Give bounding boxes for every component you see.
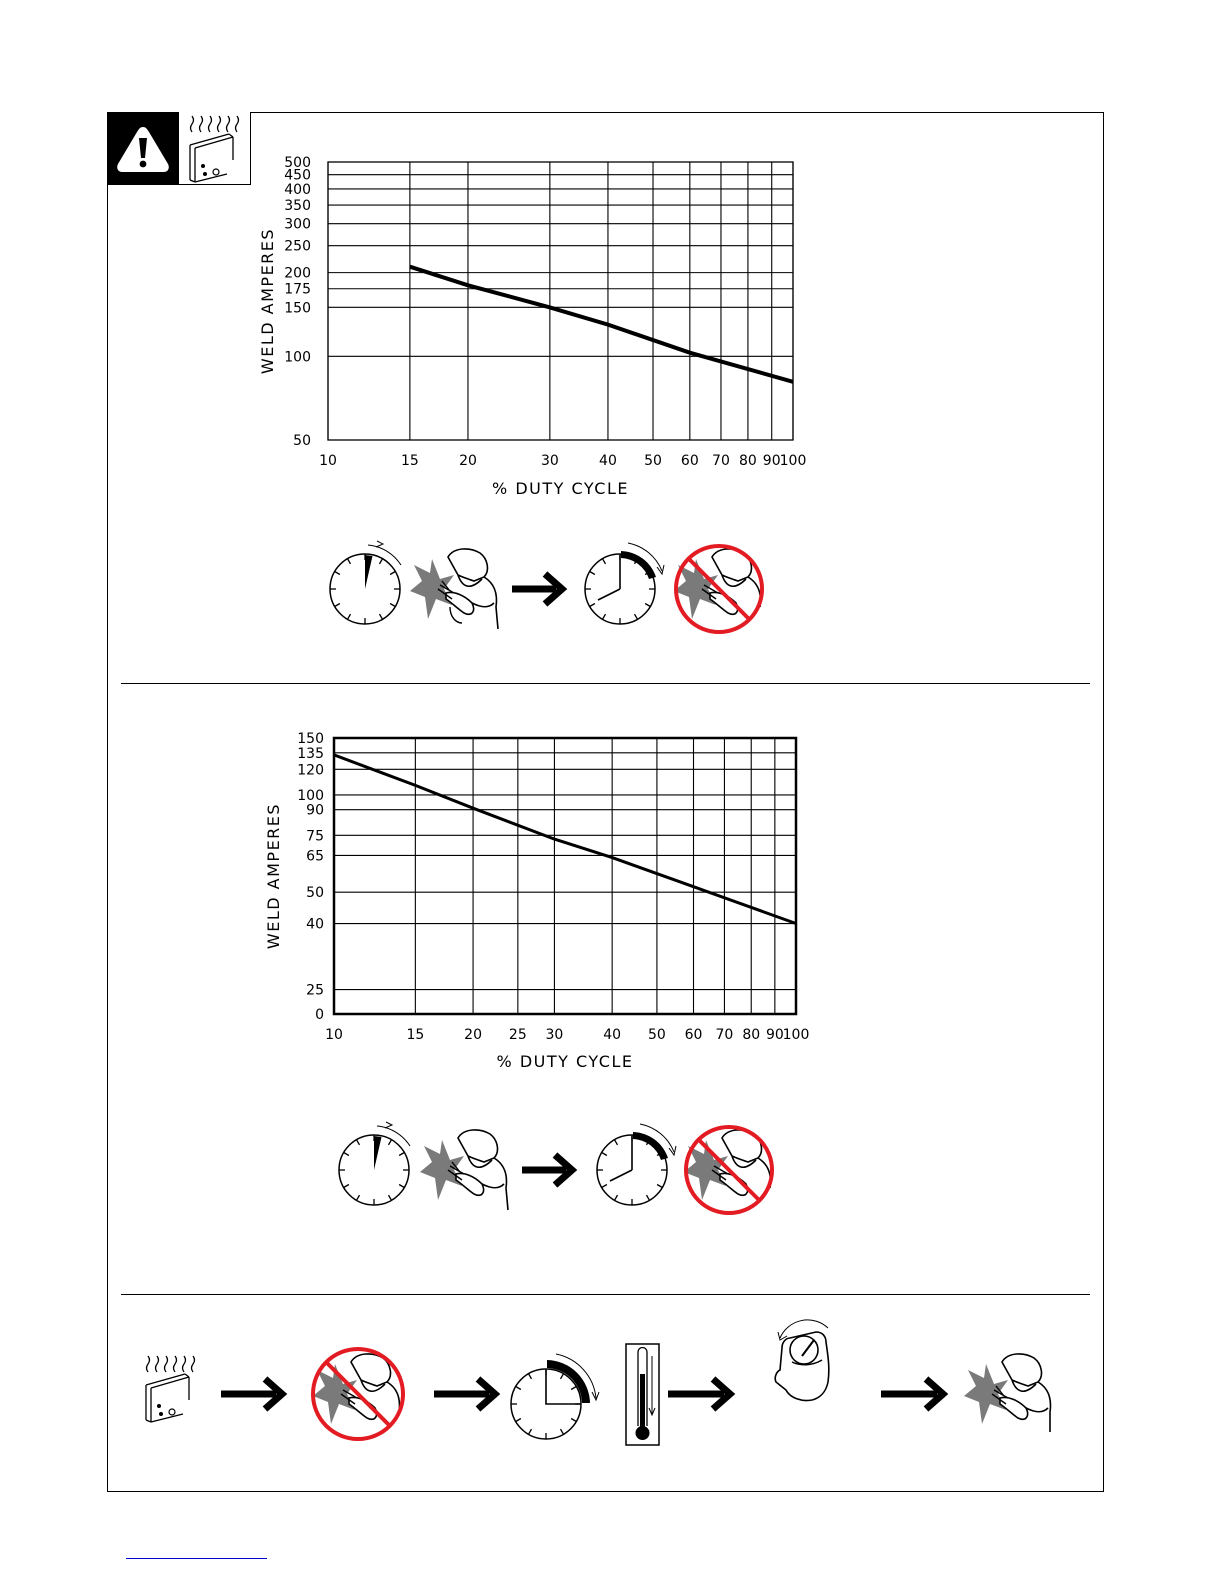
reduce-output-knob-icon xyxy=(775,1320,829,1401)
y-tick-label: 40 xyxy=(306,916,324,933)
x-tick-label: 40 xyxy=(599,453,617,469)
y-tick-label: 90 xyxy=(306,802,324,819)
right-arrow-icon xyxy=(221,1379,282,1409)
x-tick-label: 20 xyxy=(464,1027,482,1043)
right-arrow-icon xyxy=(434,1379,495,1409)
y-tick-label: 150 xyxy=(297,731,324,747)
y-tick-label: 500 xyxy=(284,155,311,171)
no-welding-icon xyxy=(313,1349,403,1439)
y-tick-label: 100 xyxy=(284,349,311,366)
right-arrow-icon xyxy=(668,1379,730,1409)
x-tick-label: 15 xyxy=(400,453,419,469)
y-tick-label: 100 xyxy=(297,787,324,804)
y-tick-label: 450 xyxy=(284,167,311,184)
chart-1-x-label: % DUTY CYCLE xyxy=(492,479,629,498)
x-tick-label: 10 xyxy=(319,453,337,469)
y-tick-label: 25 xyxy=(306,982,324,999)
x-tick-label: 30 xyxy=(540,453,559,469)
x-tick-label: 40 xyxy=(603,1027,622,1043)
x-tick-label: 15 xyxy=(406,1027,425,1043)
x-tick-label: 80 xyxy=(742,1027,761,1043)
y-tick-label: 0 xyxy=(315,1007,324,1023)
x-tick-label: 100 xyxy=(779,453,807,469)
x-tick-label: 70 xyxy=(715,1027,734,1043)
y-tick-label: 120 xyxy=(297,762,324,779)
x-tick-label: 25 xyxy=(508,1027,527,1043)
x-tick-label: 90 xyxy=(765,1027,784,1043)
footer-link-rule xyxy=(126,1558,267,1559)
y-tick-label: 400 xyxy=(284,181,311,198)
x-tick-label: 80 xyxy=(739,453,757,469)
x-tick-label: 20 xyxy=(459,453,477,469)
x-tick-label: 60 xyxy=(680,453,699,469)
y-tick-label: 135 xyxy=(297,745,324,762)
x-tick-label: 50 xyxy=(644,453,662,469)
x-tick-label: 10 xyxy=(325,1027,343,1043)
chart-2-x-label: % DUTY CYCLE xyxy=(496,1052,634,1071)
chart-2-y-label: WELD AMPERES xyxy=(264,802,283,950)
x-tick-label: 90 xyxy=(762,453,781,469)
y-tick-label: 50 xyxy=(293,433,311,449)
x-tick-label: 60 xyxy=(684,1027,703,1043)
x-tick-label: 100 xyxy=(782,1027,810,1043)
duty-timer-icon xyxy=(511,1354,599,1439)
y-tick-label: 250 xyxy=(284,238,311,255)
x-tick-label: 50 xyxy=(648,1027,666,1043)
chart-1-y-label: WELD AMPERES xyxy=(258,227,277,375)
x-tick-label: 30 xyxy=(545,1027,564,1043)
welder-icon xyxy=(964,1354,1051,1432)
y-tick-label: 150 xyxy=(284,300,311,317)
overheated-unit-icon xyxy=(146,1356,195,1422)
y-tick-label: 300 xyxy=(284,216,311,233)
y-tick-label: 65 xyxy=(306,848,324,865)
right-arrow-icon xyxy=(881,1379,943,1409)
x-tick-label: 70 xyxy=(712,453,730,469)
y-tick-label: 75 xyxy=(306,828,324,845)
y-tick-label: 350 xyxy=(284,198,311,215)
thermometer-icon xyxy=(626,1344,659,1445)
y-tick-label: 200 xyxy=(284,265,311,282)
y-tick-label: 175 xyxy=(284,281,311,298)
y-tick-label: 50 xyxy=(306,885,324,902)
